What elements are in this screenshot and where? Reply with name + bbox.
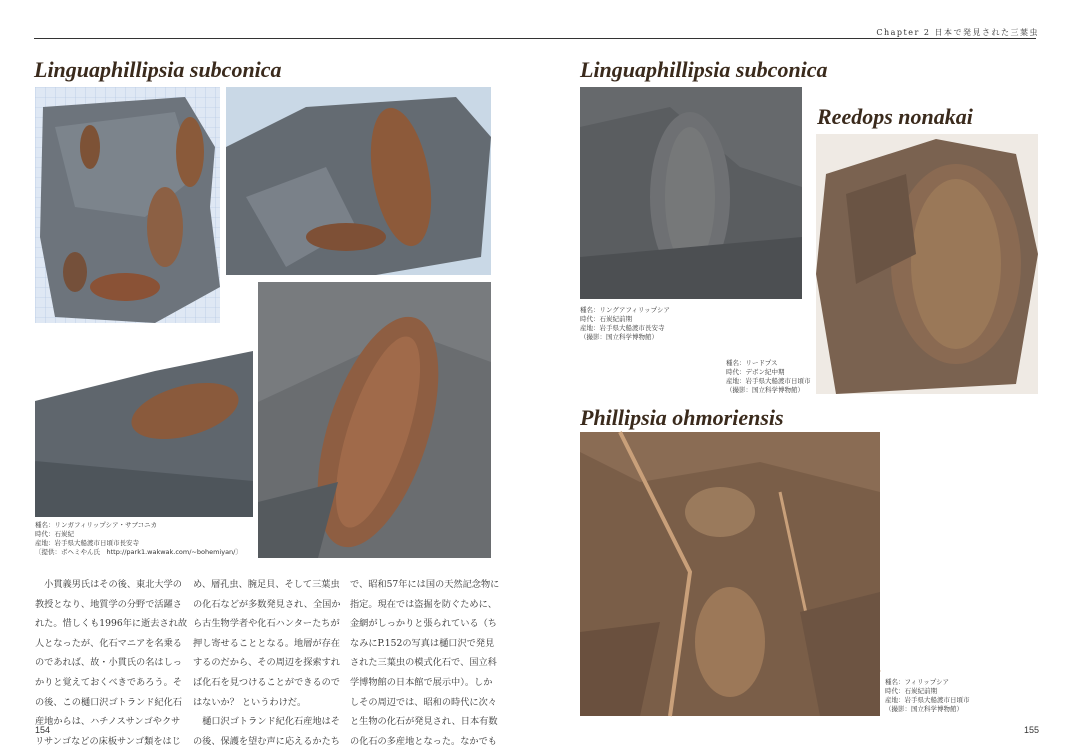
body-line: の化石などが多数発見され、全国か — [193, 598, 341, 610]
body-line: ら古生物学者や化石ハンターたちが — [193, 618, 340, 630]
chapter-header: Chapter 2 日本で発見された三葉虫 — [876, 28, 1039, 37]
caption-line: 種名：リンガフィリップシア・サブコニカ — [35, 521, 158, 529]
body-line: 学博物館の日本館で展示中）。しか — [350, 676, 493, 688]
right-caption-2 — [726, 359, 811, 395]
body-line: れた。惜しくも1996年に逝去され故 — [35, 618, 188, 630]
photo-reedops-nonakai — [816, 134, 1038, 394]
photo-linguaphillipsia-closeup-large — [258, 282, 491, 558]
body-line: 樋口沢ゴトランド紀化石産地はそ — [193, 716, 340, 728]
body-line: の後、保護を望む声に応えるかたち — [193, 735, 340, 747]
caption-line: （撮影：国立科学博物館） — [885, 705, 963, 713]
header-rule — [34, 38, 1036, 39]
body-column-3 — [350, 575, 500, 747]
photo-linguaphillipsia-closeup-top — [226, 87, 491, 275]
right-species-title-2: Reedops nonakai — [817, 104, 973, 129]
caption-line: 産地：岩手県大船渡市長安寺 — [580, 324, 665, 332]
body-line: 金網がしっかりと張られている（ち — [350, 618, 497, 630]
body-line: かりと覚えておくべきであろう。そ — [35, 676, 182, 688]
photo-linguaphillipsia-slab-grid — [35, 87, 220, 323]
caption-line: 産地：岩手県大船渡市日頃市長安寺 — [35, 539, 139, 547]
body-line: の化石の多産地となった。なかでも — [350, 735, 497, 747]
left-page-number: 154 — [35, 725, 51, 735]
body-line: め、層孔虫、腕足貝、そして三葉虫 — [193, 579, 340, 590]
body-line: 小貫義男氏はその後、東北大学の — [35, 579, 182, 590]
body-line: のであれば、故・小貫氏の名はしっ — [35, 657, 182, 669]
body-line: はないか？ というわけだ。 — [193, 696, 307, 708]
right-caption-1 — [580, 306, 670, 342]
caption-line: （撮影：国立科学博物館） — [726, 386, 804, 394]
caption-line: 時代：石炭紀前期 — [885, 687, 937, 695]
caption-line: 時代：デボン紀中期 — [726, 368, 785, 376]
left-species-title: Linguaphillipsia subconica — [34, 57, 282, 82]
right-caption-3 — [885, 678, 970, 714]
body-line: 産地からは、ハチノスサンゴやクサ — [35, 716, 181, 728]
body-line: なみにP.152の写真は樋口沢で発見 — [350, 637, 495, 649]
body-line: 人となったが、化石マニアを名乗る — [35, 637, 182, 649]
caption-line: 〔提供：ボヘミやん氏 http://park1.wakwak.com/~bohemiyan/〕 — [35, 548, 242, 556]
body-line: された三葉虫の模式化石で、国立科 — [350, 657, 497, 669]
body-line: しその周辺では、昭和の時代に次々 — [350, 696, 497, 708]
right-page-number: 155 — [1023, 725, 1039, 735]
body-line: の後、この樋口沢ゴトランド紀化石 — [35, 696, 182, 708]
right-species-title-1: Linguaphillipsia subconica — [580, 57, 828, 82]
caption-line: 種名：フィリップシア — [885, 678, 949, 686]
caption-line: 時代：石炭紀 — [35, 530, 74, 538]
caption-line: 産地：岩手県大船渡市日頃市 — [885, 696, 970, 704]
caption-line: 種名：リングアフィリップシア — [580, 306, 670, 314]
body-line: 指定。現在では盗掘を防ぐために、 — [350, 598, 497, 610]
caption-line: 時代：石炭紀前期 — [580, 315, 632, 323]
photo-linguaphillipsia-closeup-left — [35, 331, 253, 517]
photo-linguaphillipsia-museum — [580, 87, 802, 299]
body-line: と生物の化石が発見され、日本有数 — [350, 716, 498, 728]
body-line: リサンゴなどの床板サンゴ類をはじ — [35, 735, 181, 747]
caption-line: 産地：岩手県大船渡市日頃市 — [726, 377, 811, 385]
body-line: で、昭和57年には国の天然記念物に — [350, 579, 500, 590]
left-caption — [35, 521, 242, 557]
right-species-title-3: Phillipsia ohmoriensis — [580, 405, 784, 430]
caption-line: （撮影：国立科学博物館） — [580, 333, 658, 341]
body-line: ば化石を見つけることができるので — [193, 676, 340, 688]
body-column-2 — [193, 575, 341, 747]
body-line: 教授となり、地質学の分野で活躍さ — [35, 598, 182, 610]
photo-phillipsia-ohmoriensis — [580, 432, 880, 716]
body-line: するのだから、その周辺を探索すれ — [193, 657, 340, 669]
body-line: 押し寄せることとなる。地層が存在 — [193, 637, 340, 649]
caption-line: 種名：リードプス — [726, 359, 778, 367]
